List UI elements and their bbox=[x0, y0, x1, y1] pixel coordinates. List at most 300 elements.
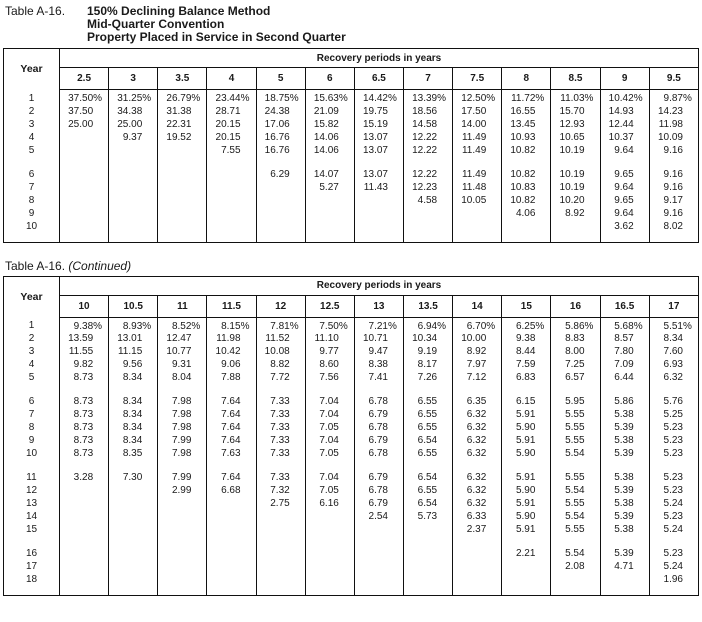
rate-cell: 9.47 bbox=[354, 346, 403, 359]
rate-cell: 10.08 bbox=[256, 346, 305, 359]
rate-cell: 6.55 bbox=[403, 396, 452, 409]
rate-cell: 6.68 bbox=[207, 485, 256, 498]
rate-cell bbox=[60, 194, 109, 207]
rate-cell: 10.37 bbox=[600, 131, 649, 144]
rate-cell-empty bbox=[600, 385, 649, 396]
rate-cell: 7.97 bbox=[453, 359, 502, 372]
rate-cell: 10.83 bbox=[502, 181, 551, 194]
rate-cell bbox=[158, 144, 207, 157]
rate-cell: 6.79 bbox=[354, 409, 403, 422]
rate-cell: 3.62 bbox=[600, 220, 649, 233]
rate-cell: 31.25% bbox=[109, 90, 158, 106]
rate-cell: 8.57 bbox=[600, 333, 649, 346]
rate-cell: 7.04 bbox=[305, 396, 354, 409]
rate-cell bbox=[60, 207, 109, 220]
recovery-period-column-header: 10 bbox=[60, 295, 109, 317]
rate-cell: 10.93 bbox=[502, 131, 551, 144]
year-cell: 8 bbox=[28, 422, 35, 433]
rate-cell-empty bbox=[551, 537, 600, 548]
rate-cell: 5.91 bbox=[502, 498, 551, 511]
rate-cell-empty bbox=[60, 157, 109, 168]
rate-cell: 6.32 bbox=[453, 485, 502, 498]
rate-cell: 6.16 bbox=[305, 498, 354, 511]
rate-cell bbox=[551, 220, 600, 233]
year-cell: 10 bbox=[25, 220, 38, 232]
rate-cell: 13.01 bbox=[109, 333, 158, 346]
year-cell: 8 bbox=[28, 194, 35, 206]
rate-cell bbox=[60, 548, 109, 561]
rate-cell bbox=[109, 207, 158, 220]
rate-cell-empty bbox=[551, 461, 600, 472]
rate-cell: 6.29 bbox=[256, 168, 305, 181]
rate-cell bbox=[60, 561, 109, 574]
rate-cell: 2.21 bbox=[502, 548, 551, 561]
rate-cell bbox=[256, 194, 305, 207]
rate-cell bbox=[403, 548, 452, 561]
rate-cell: 9.64 bbox=[600, 144, 649, 157]
rate-cell bbox=[502, 220, 551, 233]
rate-cell bbox=[158, 181, 207, 194]
rate-cell: 7.12 bbox=[453, 372, 502, 385]
year-cell-empty bbox=[4, 233, 60, 242]
rate-cell: 5.38 bbox=[600, 498, 649, 511]
rate-cell-empty bbox=[158, 385, 207, 396]
rate-cell-empty bbox=[600, 537, 649, 548]
rate-cell: 6.78 bbox=[354, 485, 403, 498]
rate-cell-empty bbox=[109, 157, 158, 168]
rate-cell: 25.00 bbox=[109, 118, 158, 131]
depreciation-table-2 bbox=[3, 276, 699, 597]
rate-cell: 1.96 bbox=[649, 574, 698, 587]
rate-cell: 7.21% bbox=[354, 317, 403, 333]
rate-cell: 8.82 bbox=[256, 359, 305, 372]
rate-cell bbox=[60, 168, 109, 181]
rate-cell: 8.92 bbox=[453, 346, 502, 359]
rate-cell: 9.16 bbox=[649, 144, 698, 157]
rate-cell: 9.38 bbox=[502, 333, 551, 346]
rate-cell-empty bbox=[60, 537, 109, 548]
recovery-period-column-header: 5 bbox=[256, 68, 305, 90]
table-row bbox=[4, 548, 699, 561]
spacer-row bbox=[4, 233, 699, 242]
recovery-period-column-header: 4 bbox=[207, 68, 256, 90]
rate-cell-empty bbox=[207, 157, 256, 168]
rate-cell-empty bbox=[256, 461, 305, 472]
recovery-period-column-header: 7 bbox=[403, 68, 452, 90]
rate-cell-empty bbox=[453, 233, 502, 242]
rate-cell: 18.56 bbox=[403, 105, 452, 118]
rate-cell: 7.25 bbox=[551, 359, 600, 372]
year-cell: 9 bbox=[28, 435, 35, 446]
rate-cell: 11.98 bbox=[207, 333, 256, 346]
rate-cell: 5.23 bbox=[649, 472, 698, 485]
rate-cell-empty bbox=[305, 587, 354, 596]
rate-cell bbox=[207, 168, 256, 181]
rate-cell bbox=[60, 524, 109, 537]
rate-cell: 9.65 bbox=[600, 194, 649, 207]
rate-cell: 5.27 bbox=[305, 181, 354, 194]
rate-cell-empty bbox=[649, 537, 698, 548]
rate-cell: 6.15 bbox=[502, 396, 551, 409]
rate-cell bbox=[207, 181, 256, 194]
rate-cell-empty bbox=[158, 157, 207, 168]
recovery-period-column-header: 10.5 bbox=[109, 295, 158, 317]
rate-cell-empty bbox=[207, 537, 256, 548]
rate-cell: 19.52 bbox=[158, 131, 207, 144]
rate-cell: 8.73 bbox=[60, 372, 109, 385]
spacer-row bbox=[4, 157, 699, 168]
rate-cell-empty bbox=[453, 461, 502, 472]
rate-cell: 7.33 bbox=[256, 435, 305, 448]
rate-cell: 5.38 bbox=[600, 435, 649, 448]
table-row bbox=[4, 372, 699, 385]
rate-cell: 6.79 bbox=[354, 472, 403, 485]
year-cell: 2 bbox=[28, 333, 35, 344]
year-cell: 14 bbox=[25, 511, 38, 522]
rate-cell bbox=[60, 511, 109, 524]
rate-cell: 14.93 bbox=[600, 105, 649, 118]
rate-cell bbox=[207, 498, 256, 511]
rate-cell: 10.05 bbox=[453, 194, 502, 207]
rate-cell-empty bbox=[109, 385, 158, 396]
table-row bbox=[4, 574, 699, 587]
rate-cell: 2.37 bbox=[453, 524, 502, 537]
rate-cell bbox=[256, 561, 305, 574]
rate-cell-empty bbox=[207, 587, 256, 596]
spacer-row bbox=[4, 385, 699, 396]
rate-cell: 11.55 bbox=[60, 346, 109, 359]
rate-cell: 31.38 bbox=[158, 105, 207, 118]
year-column-header: Year bbox=[20, 290, 43, 303]
rate-cell bbox=[354, 194, 403, 207]
table-row bbox=[4, 346, 699, 359]
rate-cell: 7.32 bbox=[256, 485, 305, 498]
rate-cell: 17.50 bbox=[453, 105, 502, 118]
rate-cell-empty bbox=[502, 461, 551, 472]
recovery-period-column-header: 7.5 bbox=[453, 68, 502, 90]
recovery-period-column-header: 3 bbox=[109, 68, 158, 90]
rate-cell: 10.42 bbox=[207, 346, 256, 359]
rate-cell: 8.93% bbox=[109, 317, 158, 333]
table-row bbox=[4, 207, 699, 220]
rate-cell-empty bbox=[109, 537, 158, 548]
rate-cell: 5.23 bbox=[649, 422, 698, 435]
rate-cell: 5.38 bbox=[600, 472, 649, 485]
table1-period-header-row bbox=[4, 68, 699, 90]
rate-cell: 13.07 bbox=[354, 168, 403, 181]
rate-cell: 6.35 bbox=[453, 396, 502, 409]
rate-cell: 5.24 bbox=[649, 561, 698, 574]
rate-cell: 7.04 bbox=[305, 435, 354, 448]
rate-cell: 7.64 bbox=[207, 396, 256, 409]
rate-cell-empty bbox=[403, 233, 452, 242]
table-row bbox=[4, 333, 699, 346]
rate-cell bbox=[453, 574, 502, 587]
rate-cell: 7.64 bbox=[207, 409, 256, 422]
rate-cell bbox=[354, 207, 403, 220]
rate-cell-empty bbox=[600, 233, 649, 242]
rate-cell: 7.99 bbox=[158, 472, 207, 485]
rate-cell-empty bbox=[551, 233, 600, 242]
rate-cell: 21.09 bbox=[305, 105, 354, 118]
rate-cell: 10.19 bbox=[551, 144, 600, 157]
rate-cell: 6.32 bbox=[649, 372, 698, 385]
year-column-header: Year bbox=[20, 63, 43, 76]
rate-cell: 5.90 bbox=[502, 511, 551, 524]
rate-cell bbox=[60, 220, 109, 233]
rate-cell: 6.32 bbox=[453, 472, 502, 485]
rate-cell: 10.00 bbox=[453, 333, 502, 346]
rate-cell bbox=[354, 548, 403, 561]
rate-cell: 13.07 bbox=[354, 131, 403, 144]
recovery-period-column-header: 3.5 bbox=[158, 68, 207, 90]
rate-cell: 6.70% bbox=[453, 317, 502, 333]
table2-title-block bbox=[5, 259, 699, 273]
rate-cell bbox=[207, 207, 256, 220]
rate-cell-empty bbox=[158, 461, 207, 472]
rate-cell bbox=[453, 548, 502, 561]
rate-cell: 9.19 bbox=[403, 346, 452, 359]
spacer-row bbox=[4, 461, 699, 472]
rate-cell bbox=[305, 511, 354, 524]
rate-cell: 10.71 bbox=[354, 333, 403, 346]
rate-cell: 7.56 bbox=[305, 372, 354, 385]
year-cell: 13 bbox=[25, 498, 38, 509]
rate-cell: 6.54 bbox=[403, 435, 452, 448]
rate-cell: 8.73 bbox=[60, 435, 109, 448]
table-row bbox=[4, 317, 699, 333]
rate-cell: 7.05 bbox=[305, 422, 354, 435]
rate-cell: 9.65 bbox=[600, 168, 649, 181]
rate-cell bbox=[109, 498, 158, 511]
rate-cell: 6.44 bbox=[600, 372, 649, 385]
rate-cell: 10.82 bbox=[502, 168, 551, 181]
rate-cell bbox=[354, 220, 403, 233]
rate-cell bbox=[60, 574, 109, 587]
rate-cell-empty bbox=[453, 385, 502, 396]
rate-cell: 7.55 bbox=[207, 144, 256, 157]
rate-cell-empty bbox=[305, 385, 354, 396]
rate-cell: 8.34 bbox=[109, 435, 158, 448]
rate-cell: 12.47 bbox=[158, 333, 207, 346]
rate-cell: 9.31 bbox=[158, 359, 207, 372]
rate-cell bbox=[354, 561, 403, 574]
rate-cell: 8.35 bbox=[109, 448, 158, 461]
rate-cell-empty bbox=[60, 385, 109, 396]
rate-cell: 11.48 bbox=[453, 181, 502, 194]
rate-cell: 5.25 bbox=[649, 409, 698, 422]
rate-cell bbox=[207, 194, 256, 207]
rate-cell bbox=[256, 181, 305, 194]
rate-cell: 12.23 bbox=[403, 181, 452, 194]
recovery-period-column-header: 6.5 bbox=[354, 68, 403, 90]
rate-cell bbox=[305, 574, 354, 587]
year-cell: 9 bbox=[28, 207, 35, 219]
rate-cell: 5.68% bbox=[600, 317, 649, 333]
rate-cell bbox=[109, 561, 158, 574]
rate-cell: 10.77 bbox=[158, 346, 207, 359]
rate-cell: 5.23 bbox=[649, 485, 698, 498]
rate-cell bbox=[207, 574, 256, 587]
rate-cell bbox=[158, 498, 207, 511]
rate-cell: 11.98 bbox=[649, 118, 698, 131]
rate-cell-empty bbox=[354, 461, 403, 472]
rate-cell: 5.54 bbox=[551, 511, 600, 524]
rate-cell bbox=[158, 168, 207, 181]
rate-cell-empty bbox=[649, 587, 698, 596]
rate-cell: 28.71 bbox=[207, 105, 256, 118]
rate-cell: 6.32 bbox=[453, 409, 502, 422]
rate-cell: 16.76 bbox=[256, 144, 305, 157]
rate-cell: 10.20 bbox=[551, 194, 600, 207]
rate-cell bbox=[403, 574, 452, 587]
rate-cell-empty bbox=[60, 461, 109, 472]
recovery-period-column-header: 15 bbox=[502, 295, 551, 317]
table-row bbox=[4, 472, 699, 485]
rate-cell bbox=[109, 194, 158, 207]
rate-cell: 2.75 bbox=[256, 498, 305, 511]
rate-cell: 9.87% bbox=[649, 90, 698, 106]
rate-cell: 13.59 bbox=[60, 333, 109, 346]
rate-cell: 11.10 bbox=[305, 333, 354, 346]
rate-cell bbox=[158, 220, 207, 233]
table2-continued-label: (Continued) bbox=[68, 258, 132, 273]
rate-cell: 6.55 bbox=[403, 422, 452, 435]
rate-cell bbox=[207, 561, 256, 574]
rate-cell: 5.91 bbox=[502, 524, 551, 537]
rate-cell: 5.90 bbox=[502, 448, 551, 461]
rate-cell-empty bbox=[256, 385, 305, 396]
recovery-period-column-header: 11 bbox=[158, 295, 207, 317]
rate-cell: 9.06 bbox=[207, 359, 256, 372]
rate-cell bbox=[256, 574, 305, 587]
rate-cell-empty bbox=[256, 537, 305, 548]
rate-cell-empty bbox=[109, 587, 158, 596]
table-row bbox=[4, 220, 699, 233]
rate-cell-empty bbox=[158, 587, 207, 596]
table-row bbox=[4, 435, 699, 448]
rate-cell: 5.38 bbox=[600, 524, 649, 537]
year-cell: 6 bbox=[28, 168, 35, 180]
rate-cell: 4.71 bbox=[600, 561, 649, 574]
rate-cell bbox=[403, 561, 452, 574]
rate-cell-empty bbox=[403, 537, 452, 548]
rate-cell: 12.22 bbox=[403, 131, 452, 144]
recovery-period-column-header: 9 bbox=[600, 68, 649, 90]
rate-cell: 7.64 bbox=[207, 422, 256, 435]
rate-cell bbox=[305, 561, 354, 574]
rate-cell bbox=[502, 561, 551, 574]
rate-cell: 20.15 bbox=[207, 131, 256, 144]
rate-cell bbox=[60, 131, 109, 144]
recovery-period-column-header: 12.5 bbox=[305, 295, 354, 317]
rate-cell: 9.64 bbox=[600, 207, 649, 220]
year-cell: 7 bbox=[28, 181, 35, 193]
rate-cell-empty bbox=[600, 461, 649, 472]
rate-cell: 5.55 bbox=[551, 498, 600, 511]
rate-cell bbox=[256, 207, 305, 220]
rate-cell: 12.50% bbox=[453, 90, 502, 106]
rate-cell bbox=[109, 220, 158, 233]
recovery-period-column-header: 2.5 bbox=[60, 68, 109, 90]
rate-cell: 5.95 bbox=[551, 396, 600, 409]
rate-cell: 7.33 bbox=[256, 472, 305, 485]
year-cell: 12 bbox=[25, 485, 38, 496]
rate-cell: 6.32 bbox=[453, 498, 502, 511]
rate-cell-empty bbox=[502, 385, 551, 396]
rate-cell-empty bbox=[600, 157, 649, 168]
spacer-row bbox=[4, 537, 699, 548]
year-cell: 1 bbox=[28, 92, 35, 104]
rate-cell: 11.49 bbox=[453, 131, 502, 144]
rate-cell: 3.28 bbox=[60, 472, 109, 485]
rate-cell: 5.55 bbox=[551, 524, 600, 537]
table-row bbox=[4, 409, 699, 422]
rate-cell: 5.73 bbox=[403, 511, 452, 524]
rate-cell: 14.07 bbox=[305, 168, 354, 181]
table1-header-row-1 bbox=[4, 49, 699, 68]
rate-cell: 6.54 bbox=[403, 472, 452, 485]
rate-cell: 24.38 bbox=[256, 105, 305, 118]
rate-cell-empty bbox=[158, 537, 207, 548]
rate-cell: 5.24 bbox=[649, 524, 698, 537]
rate-cell: 5.91 bbox=[502, 409, 551, 422]
recovery-period-column-header: 6 bbox=[305, 68, 354, 90]
year-cell: 3 bbox=[28, 118, 35, 130]
recovery-period-column-header: 8.5 bbox=[551, 68, 600, 90]
year-cell-empty bbox=[4, 537, 60, 548]
rate-cell-empty bbox=[453, 537, 502, 548]
rate-cell: 9.82 bbox=[60, 359, 109, 372]
rate-cell-empty bbox=[354, 385, 403, 396]
rate-cell bbox=[158, 524, 207, 537]
rate-cell: 5.90 bbox=[502, 422, 551, 435]
rate-cell: 7.99 bbox=[158, 435, 207, 448]
rate-cell: 37.50% bbox=[60, 90, 109, 106]
rate-cell: 5.86 bbox=[600, 396, 649, 409]
rate-cell bbox=[109, 524, 158, 537]
table2-period-header-row bbox=[4, 295, 699, 317]
rate-cell: 6.79 bbox=[354, 498, 403, 511]
rate-cell-empty bbox=[502, 157, 551, 168]
rate-cell: 9.16 bbox=[649, 181, 698, 194]
rate-cell: 5.23 bbox=[649, 448, 698, 461]
rate-cell: 11.15 bbox=[109, 346, 158, 359]
recovery-period-column-header: 17 bbox=[649, 295, 698, 317]
year-cell: 15 bbox=[25, 524, 38, 535]
rate-cell: 19.75 bbox=[354, 105, 403, 118]
year-cell: 17 bbox=[25, 561, 38, 572]
rate-cell: 7.72 bbox=[256, 372, 305, 385]
rate-cell: 6.79 bbox=[354, 435, 403, 448]
rate-cell bbox=[207, 220, 256, 233]
rate-cell: 7.59 bbox=[502, 359, 551, 372]
rate-cell: 8.73 bbox=[60, 396, 109, 409]
rate-cell: 8.02 bbox=[649, 220, 698, 233]
rate-cell: 10.19 bbox=[551, 168, 600, 181]
rate-cell: 7.04 bbox=[305, 409, 354, 422]
rate-cell bbox=[60, 181, 109, 194]
table-row bbox=[4, 448, 699, 461]
rate-cell: 7.60 bbox=[649, 346, 698, 359]
rate-cell-empty bbox=[551, 157, 600, 168]
year-cell: 3 bbox=[28, 346, 35, 357]
table1-title-line-3: Property Placed in Service in Second Quarter bbox=[87, 30, 346, 44]
rate-cell: 14.42% bbox=[354, 90, 403, 106]
rate-cell: 5.91 bbox=[502, 472, 551, 485]
rate-cell: 8.73 bbox=[60, 448, 109, 461]
rate-cell-empty bbox=[256, 233, 305, 242]
